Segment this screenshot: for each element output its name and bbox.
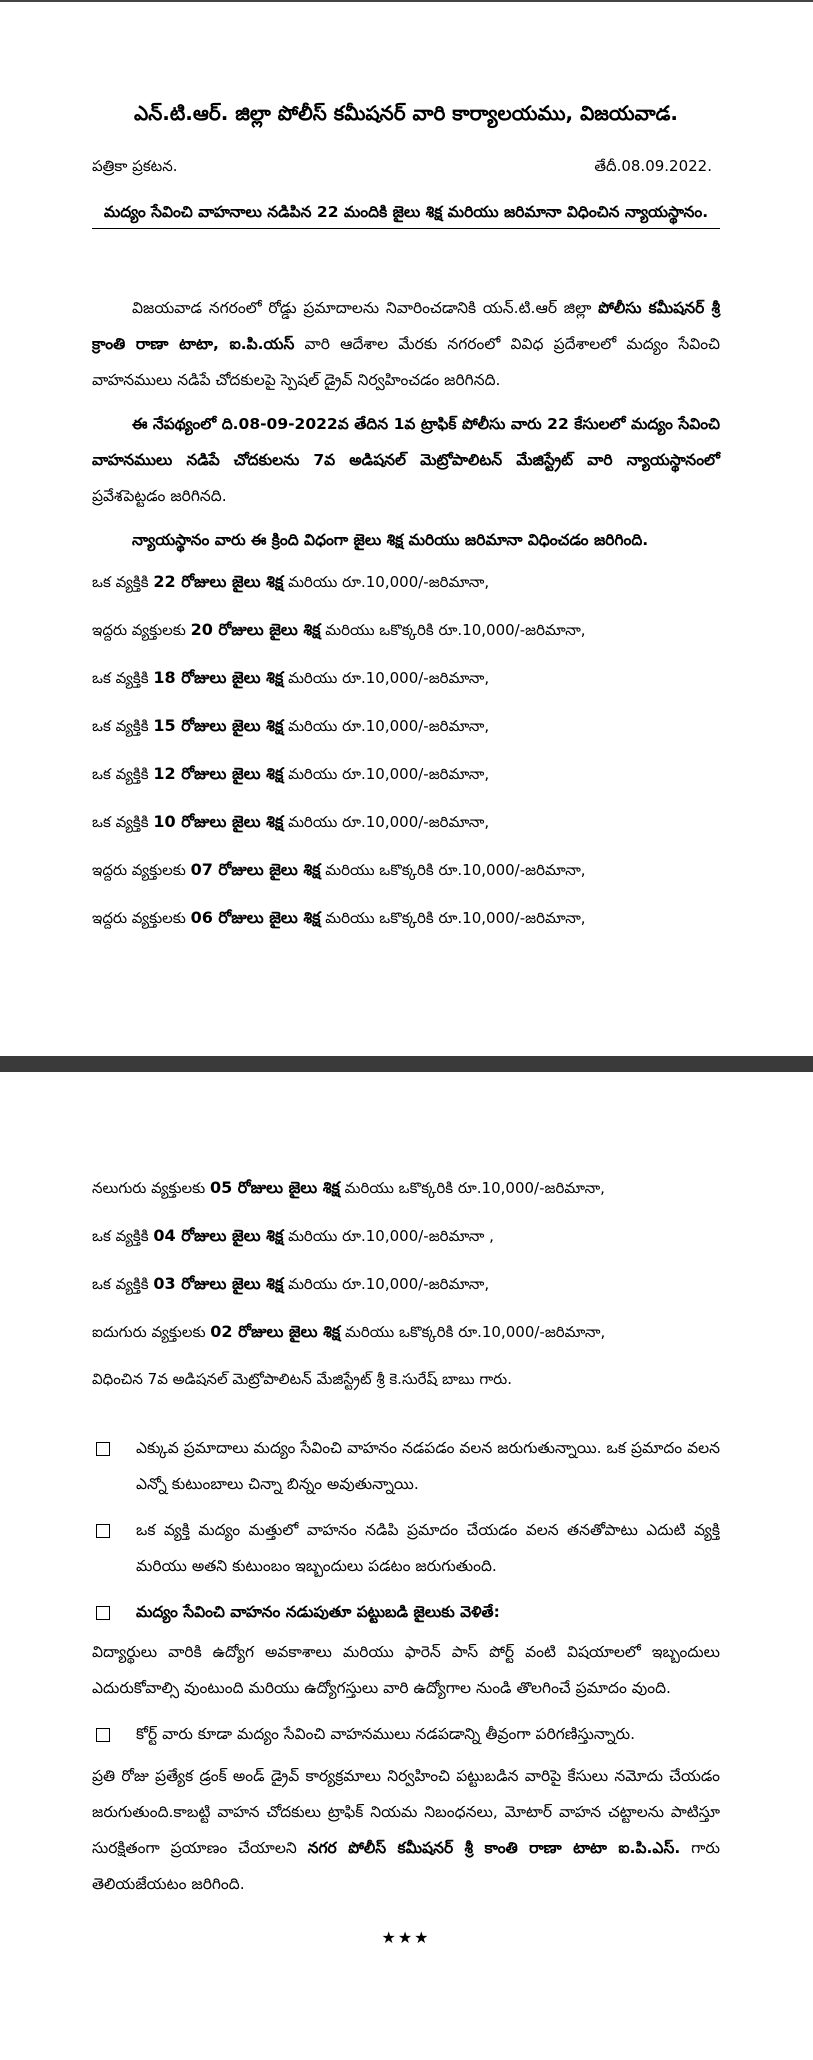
closing-commissioner: నగర పోలీస్ కమీషనర్ శ్రీ కాంతి రాణా టాటా ఐ.పి.ఎస్.: [307, 1839, 681, 1857]
sentence-list-page2: [92, 1164, 720, 1403]
intro-p1-text-a: విజయవాడ నగరంలో రోడ్డు ప్రమాదాలను నివారించడానికి యన్.టి.ఆర్ జిల్లా: [132, 299, 599, 317]
bullet-4: కోర్ట్ వారు కూడా మద్యం సేవించి వాహనములు నడపడాన్ని తీవ్రంగా పరిగణిస్తున్నారు.: [92, 1716, 720, 1752]
sentence-item: ఐదుగురు వ్యక్తులకు 02 రోజులు జైలు శిక్ష మరియు ఒకొక్కరికి రూ.10,000/-జరిమానా,: [92, 1322, 606, 1341]
intro-paragraph-2: [92, 406, 720, 514]
document-title: ఎన్.టి.ఆర్. జిల్లా పోలీస్ కమీషనర్ వారి కార్యాలయము, విజయవాడ.: [133, 101, 679, 125]
press-release-label: పత్రికా ప్రకటన.: [92, 157, 178, 175]
intro-paragraph-3: న్యాయస్థానం వారు ఈ క్రింది విధంగా జైలు శిక్ష మరియు జరిమానా విధించడం జరిగింది.: [132, 531, 649, 549]
sentence-item: నలుగురు వ్యక్తులకు 05 రోజులు జైలు శిక్ష మరియు ఒకొక్కరికి రూ.10,000/-జరిమానా,: [92, 1178, 605, 1197]
bullet-1: ఎక్కువ ప్రమాదాలు మద్యం సేవించి వాహనం నడపడం వలన జరుగుతున్నాయి. ఒక ప్రమాదం వలన ఎన్నో కుటుంబాలు చిన్నా బిన్నం అవుతున్నాయి.: [92, 1430, 720, 1502]
intro-section: [92, 290, 720, 558]
magistrate-line: విధించిన 7వ అడిషనల్ మెట్రోపాలిటన్ మేజిస్ట్రేట్ శ్రీ కె.సురేష్ బాబు గారు.: [92, 1370, 512, 1388]
intro-p2-text: ప్రవేశపెట్టడం జరిగినది.: [92, 487, 227, 505]
meta-row: [92, 154, 720, 178]
checkbox-icon: [96, 1728, 110, 1742]
page-separator: [0, 1056, 813, 1072]
intro-p2-bold: ఈ నేపథ్యంలో ది.08-09-2022వ తేదిన 1వ ట్రాఫిక్ పోలీసు వారు 22 కేసులలో మద్యం సేవించి వాహనములు నడిపే చోదకులను 7వ అడిషనల్ మెట్రోపాలిటన్ మేజిస్ట్రేట్ వారి న్యాయస్థానంలో: [92, 415, 720, 469]
subject-line: మద్యం సేవించి వాహనాలు నడిపిన 22 మందికి జైలు శిక్ష మరియు జరిమానా విధించిన న్యాయస్థానం.: [92, 198, 720, 229]
sentence-item: ఒక వ్యక్తికి 03 రోజులు జైలు శిక్ష మరియు రూ.10,000/-జరిమానా,: [92, 1274, 490, 1293]
document-page-2: [0, 1072, 813, 2060]
sentence-list-page1: [92, 558, 720, 942]
sentence-item: ఒక వ్యక్తికి 10 రోజులు జైలు శిక్ష మరియు రూ.10,000/-జరిమానా,: [92, 812, 490, 831]
end-stars: ★★★: [381, 1928, 431, 1947]
sentence-item: ఒక వ్యక్తికి 18 రోజులు జైలు శిక్ష మరియు రూ.10,000/-జరిమానా,: [92, 668, 490, 687]
checkbox-icon: [96, 1606, 110, 1620]
intro-p1-text-c: వారి ఆదేశాల మేరకు నగరంలో వివిధ ప్రదేశాలలో మద్యం సేవించి వాహనములు నడిపే చోదకులపై స్పెషల్ డ్రైవ్ నిర్వహించడం జరిగినది.: [92, 335, 721, 389]
document-page-1: [0, 2, 813, 1056]
closing-paragraph: ప్రతి రోజు ప్రత్యేక డ్రంక్ అండ్ డ్రైవ్ కార్యక్రమాలు నిర్వహించి పట్టుబడిన వారిపై కేసులు నమోదు చేయడం జరుగుతుంది.కాబట్టి వాహన చోదకులు ట్రాఫిక్ నియమ నిబంధనలు, మోటార్ వాహన చట్టాలను పాటిస్తూ సురక్షితంగా ప్రయాణం చేయాలని నగర పోలీస్ కమీషనర్ శ్రీ కాంతి రాణా టాటా ఐ.పి.ఎస్. గారు తెలియజేయటం జరిగింది.: [92, 1767, 720, 1893]
sentence-item: ఇద్దరు వ్యక్తులకు 06 రోజులు జైలు శిక్ష మరియు ఒకొక్కరికి రూ.10,000/-జరిమానా,: [92, 908, 586, 927]
document-date: తేదీ.08.09.2022.: [594, 157, 712, 175]
bullet-2: ఒక వ్యక్తి మద్యం మత్తులో వాహనం నడిపి ప్రమాదం చేయడం వలన తనతోపాటు ఎదుటి వ్యక్తి మరియు అతని కుటుంబం ఇబ్బందులు పడటం జరుగుతుంది.: [92, 1512, 720, 1584]
sentence-item: ఒక వ్యక్తికి 04 రోజులు జైలు శిక్ష మరియు రూ.10,000/-జరిమానా ,: [92, 1226, 494, 1245]
bullet-section: [92, 1430, 720, 1956]
bullet-3-body: విద్యార్థులు వారికి ఉద్యోగ అవకాశాలు మరియు ఫారెన్ పాస్ పోర్ట్ వంటి విషయాలలో ఇబ్బందులు ఎదురుకోవాల్సి వుంటుంది మరియు ఉద్యోగస్తులు వారి ఉద్యోగాల నుండి తొలగించే ప్రమాదం వుంది.: [92, 1643, 720, 1697]
sentence-item: ఒక వ్యక్తికి 12 రోజులు జైలు శిక్ష మరియు రూ.10,000/-జరిమానా,: [92, 764, 490, 783]
sentence-item: ఇద్దరు వ్యక్తులకు 07 రోజులు జైలు శిక్ష మరియు ఒకొక్కరికి రూ.10,000/-జరిమానా,: [92, 860, 586, 879]
checkbox-icon: [96, 1524, 110, 1538]
intro-paragraph-1: [92, 290, 720, 398]
checkbox-icon: [96, 1442, 110, 1456]
bullet-3-title: మద్యం సేవించి వాహనం నడుపుతూ పట్టుబడి జైలుకు వెళితే:: [92, 1594, 720, 1630]
sentence-item: ఒక వ్యక్తికి 22 రోజులు జైలు శిక్ష మరియు రూ.10,000/-జరిమానా,: [92, 572, 490, 591]
sentence-item: ఒక వ్యక్తికి 15 రోజులు జైలు శిక్ష మరియు రూ.10,000/-జరిమానా,: [92, 716, 490, 735]
intro-p1-commissioner: పోలీసు కమీషనర్ శ్రీ క్రాంతి రాణా టాటా, ఐ.పి.యస్: [92, 299, 721, 353]
sentence-item: ఇద్దరు వ్యక్తులకు 20 రోజులు జైలు శిక్ష మరియు ఒకొక్కరికి రూ.10,000/-జరిమానా,: [92, 620, 586, 639]
